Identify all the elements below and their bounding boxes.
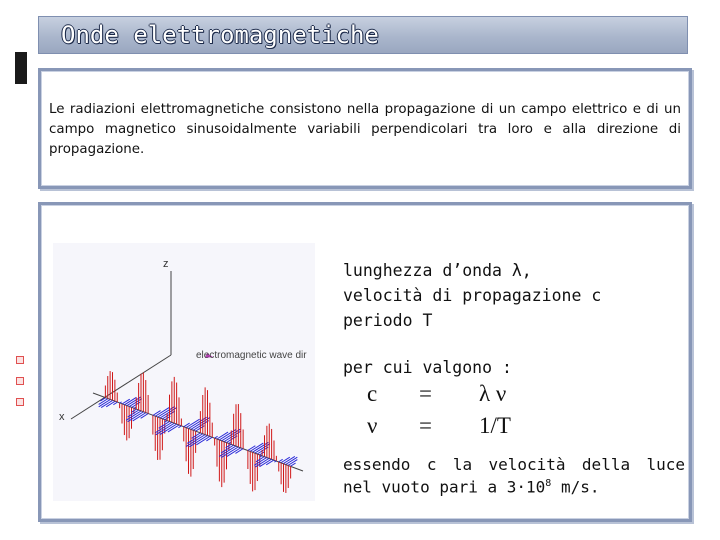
magnetic-field-line [253, 442, 269, 452]
em-wave-illustration [53, 243, 315, 501]
x-axis-line [71, 355, 171, 419]
relations-intro: per cui valgono : [343, 358, 512, 377]
magnetic-field-line [189, 417, 207, 428]
equation-2-rhs: 1/T [479, 413, 511, 438]
bullet-square-icon [16, 377, 24, 385]
property-period: periodo T [343, 311, 433, 330]
axis-label-x: x [59, 411, 65, 423]
equation-2-lhs: ν [367, 413, 378, 438]
magnetic-field-line [122, 399, 130, 404]
magnetic-field-line [178, 426, 181, 428]
property-speed: velocità di propagazione c [343, 286, 602, 305]
magnetic-field-line [153, 411, 161, 416]
note-exponent: 8 [545, 478, 552, 489]
equation-1-equals: = [419, 381, 432, 406]
magnetic-field-line [279, 459, 283, 461]
magnetic-field-line [235, 449, 243, 454]
equation-1-lhs: c [367, 381, 378, 406]
magnetic-field-line [120, 402, 122, 403]
equation-1-rhs: λ ν [479, 381, 507, 406]
content-box [38, 202, 692, 522]
magnetic-field-line [113, 402, 117, 404]
magnetic-field-line [266, 460, 274, 465]
intro-box [38, 68, 692, 189]
note-unit: m/s. [551, 477, 600, 497]
bullet-square-icon [16, 356, 24, 364]
bullet-square-icon [16, 398, 24, 406]
em-wave-figure [53, 243, 315, 501]
slide-title: Onde elettromagnetiche [61, 21, 379, 49]
wave-direction-label: electromagnetic wave dir [196, 350, 307, 361]
property-wavelength: lunghezza d’onda λ, [343, 261, 532, 280]
note-text: essendo c la velocità della luce nel vuoto pari a 3 [343, 455, 685, 497]
magnetic-field-line [141, 414, 148, 419]
title-bar [38, 16, 688, 54]
magnetic-field-line [248, 446, 255, 451]
left-dark-marker [15, 52, 27, 84]
speed-of-light-note [343, 455, 685, 496]
magnetic-field-line [215, 436, 218, 438]
magnetic-field-line [128, 412, 144, 422]
axis-label-z: z [163, 258, 169, 270]
magnetic-field-line [189, 436, 207, 447]
note-base: 10 [526, 477, 546, 497]
magnetic-field-line [274, 461, 276, 462]
equation-2-equals: = [419, 413, 432, 438]
intro-text: Le radiazioni elettromagnetiche consistono nella propagazione di un campo elettrico e di un campo magnetico sinusoidalmente variabili perpendicolari tra loro e alla direzione di propagazione. [49, 102, 681, 157]
note-dot: · [516, 477, 527, 497]
